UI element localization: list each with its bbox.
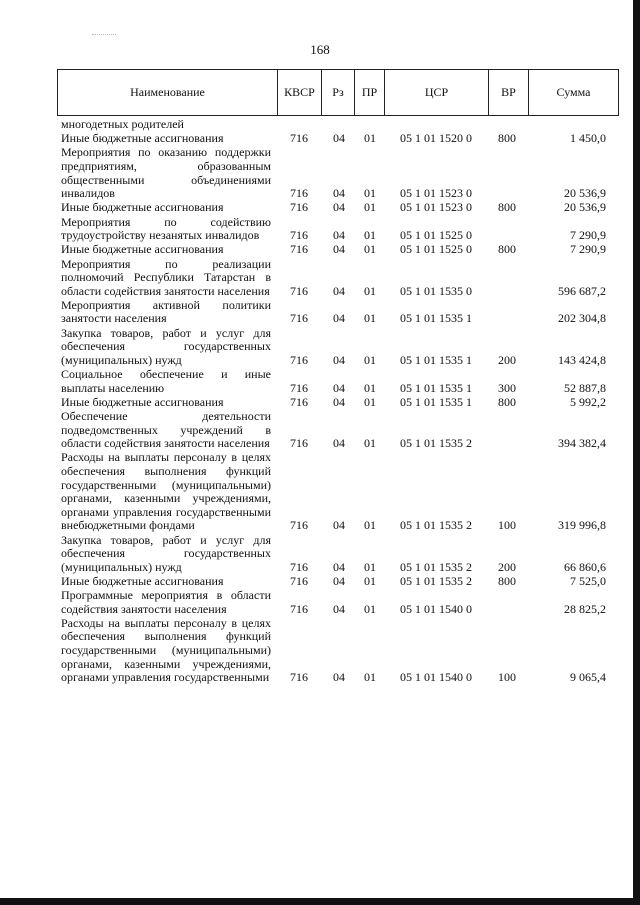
row-pr: 01: [364, 573, 376, 588]
row-kvsr: 716: [290, 394, 308, 409]
row-rz: 04: [333, 518, 345, 533]
row-vr: 200: [498, 559, 516, 574]
table-row: [61, 589, 606, 616]
row-sum: 20 536,9: [564, 200, 606, 215]
row-csr: 05 1 01 1535 1: [400, 380, 472, 395]
row-sum: 20 536,9: [564, 186, 606, 201]
row-sum: 319 996,8: [558, 518, 606, 533]
row-pr: 01: [364, 242, 376, 257]
row-csr: 05 1 01 1535 1: [400, 352, 472, 367]
row-name: Мероприятия по содействию трудоустройству незанятых инвалидов: [61, 214, 271, 243]
row-sum: 202 304,8: [558, 311, 606, 326]
table-body: [61, 118, 606, 685]
row-kvsr: 716: [290, 352, 308, 367]
table-row: [61, 216, 606, 243]
row-sum: 9 065,4: [570, 670, 606, 685]
row-rz: 04: [333, 573, 345, 588]
row-kvsr: 716: [290, 242, 308, 257]
row-rz: 04: [333, 131, 345, 146]
row-csr: 05 1 01 1535 2: [400, 559, 472, 574]
row-sum: 7 290,9: [570, 242, 606, 257]
row-sum: 143 424,8: [558, 352, 606, 367]
table-row: [61, 396, 606, 410]
row-name: Программные мероприятия в области содействия занятости населения: [61, 588, 271, 616]
row-kvsr: 716: [290, 186, 308, 201]
row-pr: 01: [364, 283, 376, 298]
row-csr: 05 1 01 1535 0: [400, 283, 472, 298]
row-pr: 01: [364, 601, 376, 616]
page-number: 168: [310, 42, 330, 57]
row-rz: 04: [333, 559, 345, 574]
table-row: [61, 410, 606, 451]
row-name: Расходы на выплаты персоналу в целях обеспечения выполнения функций государственными (муниципальными) органами, казенными учреждениями, органами управления государственными внебюджетными фондами: [61, 450, 271, 533]
row-sum: 52 887,8: [564, 380, 606, 395]
table-row: [61, 368, 606, 395]
row-kvsr: 716: [290, 559, 308, 574]
table-row: [61, 201, 606, 215]
table-row: [61, 575, 606, 589]
row-csr: 05 1 01 1525 0: [400, 242, 472, 257]
row-pr: 01: [364, 186, 376, 201]
row-csr: 05 1 01 1520 0: [400, 131, 472, 146]
row-rz: 04: [333, 352, 345, 367]
table-row: [61, 451, 606, 533]
row-csr: 05 1 01 1523 0: [400, 200, 472, 215]
row-vr: 800: [498, 200, 516, 215]
row-pr: 01: [364, 518, 376, 533]
row-pr: 01: [364, 670, 376, 685]
row-name: Мероприятия по реализации полномочий Республики Татарстан в области содействия занятости населения: [61, 256, 271, 298]
column-header-csr: ЦСР: [385, 70, 489, 116]
row-csr: 05 1 01 1540 0: [400, 670, 472, 685]
column-header-vr: ВР: [489, 70, 529, 116]
row-vr: 300: [498, 380, 516, 395]
row-rz: 04: [333, 200, 345, 215]
row-vr: 800: [498, 131, 516, 146]
row-name: Иные бюджетные ассигнования: [61, 131, 224, 146]
scan-edge-bottom: [0, 898, 640, 905]
scan-smudge: [92, 34, 116, 36]
row-rz: 04: [333, 228, 345, 243]
row-kvsr: 716: [290, 228, 308, 243]
row-sum: 5 992,2: [570, 394, 606, 409]
row-vr: 800: [498, 242, 516, 257]
row-rz: 04: [333, 394, 345, 409]
row-kvsr: 716: [290, 311, 308, 326]
table-row: [61, 118, 606, 132]
row-kvsr: 716: [290, 380, 308, 395]
row-kvsr: 716: [290, 670, 308, 685]
row-name: Обеспечение деятельности подведомственных учреждений в области содействия занятости населения: [61, 409, 271, 451]
scan-edge-right: [633, 0, 640, 905]
row-sum: 7 525,0: [570, 573, 606, 588]
row-csr: 05 1 01 1525 0: [400, 228, 472, 243]
row-pr: 01: [364, 559, 376, 574]
row-pr: 01: [364, 352, 376, 367]
row-rz: 04: [333, 670, 345, 685]
table-row: [61, 146, 606, 200]
row-kvsr: 716: [290, 518, 308, 533]
row-kvsr: 716: [290, 601, 308, 616]
row-pr: 01: [364, 131, 376, 146]
row-rz: 04: [333, 311, 345, 326]
row-name: Иные бюджетные ассигнования: [61, 573, 224, 588]
column-header-rz: Рз: [322, 70, 355, 116]
row-kvsr: 716: [290, 200, 308, 215]
table-row: [61, 617, 606, 685]
row-name: Социальное обеспечение и иные выплаты населению: [61, 367, 271, 395]
column-header-pr: ПР: [355, 70, 385, 116]
row-sum: 596 687,2: [558, 283, 606, 298]
row-name: Мероприятия по оказанию поддержки предприятиям, образованным общественными объединениями инвалидов: [61, 145, 271, 201]
row-csr: 05 1 01 1523 0: [400, 186, 472, 201]
row-kvsr: 716: [290, 283, 308, 298]
row-name: Иные бюджетные ассигнования: [61, 200, 224, 215]
row-sum: 66 860,6: [564, 559, 606, 574]
row-name: Расходы на выплаты персоналу в целях обеспечения выполнения функций государственными (муниципальными) органами, казенными учреждениями, органами управления государственными: [61, 615, 271, 685]
table-row: [61, 258, 606, 299]
row-rz: 04: [333, 242, 345, 257]
row-csr: 05 1 01 1535 1: [400, 311, 472, 326]
row-pr: 01: [364, 200, 376, 215]
row-vr: 800: [498, 394, 516, 409]
row-sum: 1 450,0: [570, 131, 606, 146]
row-csr: 05 1 01 1535 1: [400, 394, 472, 409]
row-pr: 01: [364, 436, 376, 451]
row-vr: 800: [498, 573, 516, 588]
row-pr: 01: [364, 394, 376, 409]
row-sum: 394 382,4: [558, 436, 606, 451]
table-row: [61, 534, 606, 575]
row-rz: 04: [333, 436, 345, 451]
row-rz: 04: [333, 186, 345, 201]
row-csr: 05 1 01 1535 2: [400, 573, 472, 588]
row-name: многодетных родителей: [61, 117, 184, 131]
header-row: [58, 70, 619, 116]
table-header: [57, 69, 619, 116]
row-name: Иные бюджетные ассигнования: [61, 394, 224, 409]
table-row: [61, 243, 606, 257]
row-rz: 04: [333, 380, 345, 395]
row-sum: 28 825,2: [564, 601, 606, 616]
column-header-name: Наименование: [58, 70, 278, 116]
row-rz: 04: [333, 601, 345, 616]
row-csr: 05 1 01 1535 2: [400, 436, 472, 451]
column-header-sum: Сумма: [529, 70, 619, 116]
row-pr: 01: [364, 380, 376, 395]
table-row: [61, 132, 606, 146]
row-csr: 05 1 01 1535 2: [400, 518, 472, 533]
row-pr: 01: [364, 228, 376, 243]
row-vr: 100: [498, 670, 516, 685]
row-kvsr: 716: [290, 131, 308, 146]
row-kvsr: 716: [290, 573, 308, 588]
row-name: Мероприятия активной политики занятости населения: [61, 297, 271, 326]
table-row: [61, 327, 606, 368]
row-vr: 100: [498, 518, 516, 533]
row-vr: 200: [498, 352, 516, 367]
column-header-kvsr: КВСР: [278, 70, 322, 116]
row-csr: 05 1 01 1540 0: [400, 601, 472, 616]
row-name: Иные бюджетные ассигнования: [61, 242, 224, 257]
table-row: [61, 299, 606, 326]
row-name: Закупка товаров, работ и услуг для обеспечения государственных (муниципальных) нужд: [61, 532, 271, 574]
row-pr: 01: [364, 311, 376, 326]
row-kvsr: 716: [290, 436, 308, 451]
row-rz: 04: [333, 283, 345, 298]
row-name: Закупка товаров, работ и услуг для обеспечения государственных (муниципальных) нужд: [61, 325, 271, 367]
row-sum: 7 290,9: [570, 228, 606, 243]
